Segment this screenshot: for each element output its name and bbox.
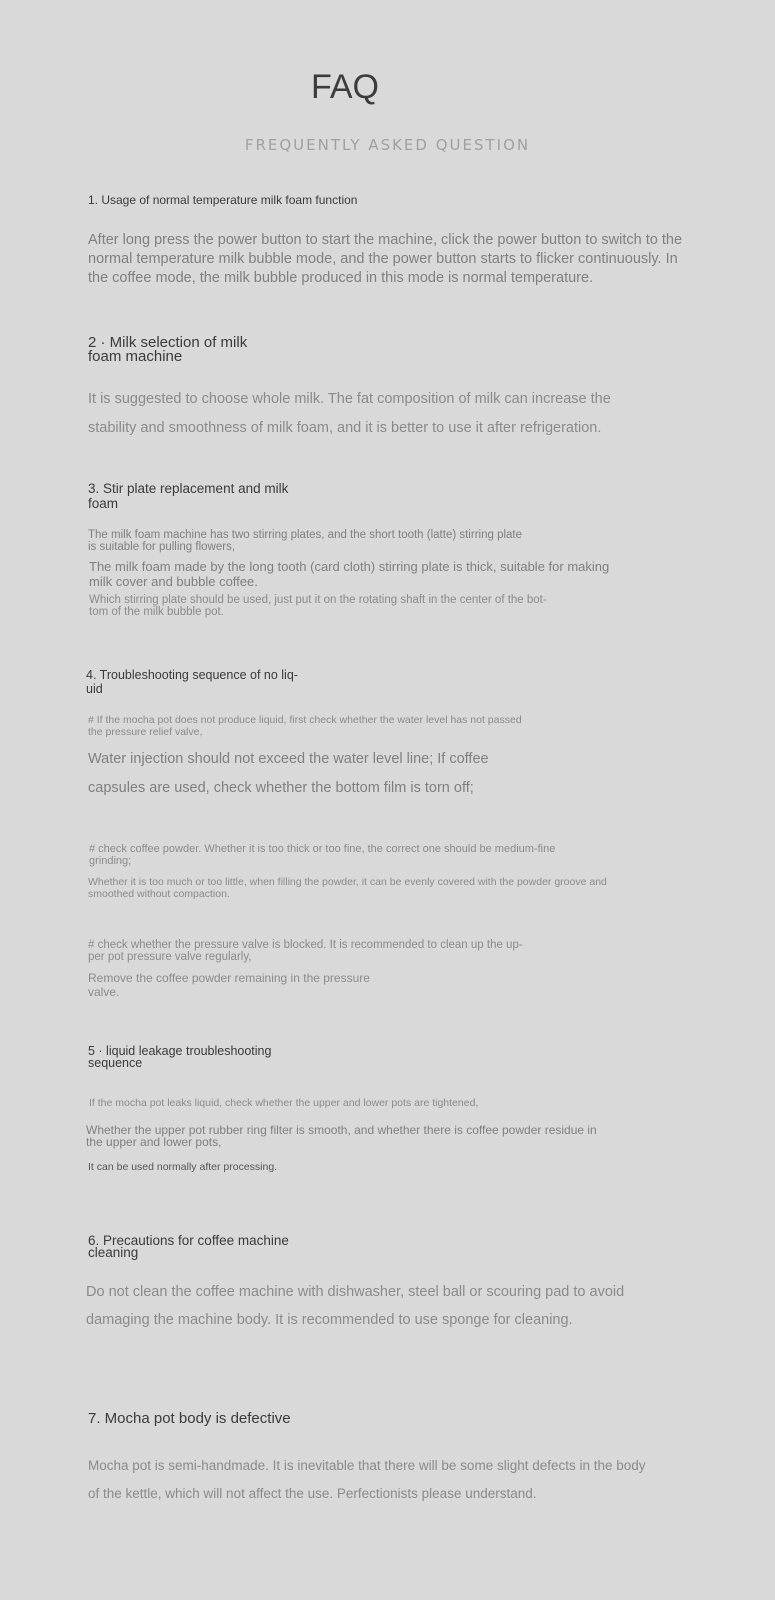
faq-question-3-line2: foam <box>88 496 119 511</box>
faq-question-3-line1: 3. Stir plate replacement and milk <box>88 481 289 496</box>
faq-answer-4-p2-line1: Water injection should not exceed the water level line; If coffee <box>88 751 489 767</box>
faq-answer-4-p1-line2: the pressure relief valve, <box>88 726 203 738</box>
faq-question-6-line1: 6. Precautions for coffee machine <box>88 1233 289 1248</box>
faq-answer-3-p3-line1: Which stirring plate should be used, just put it on the rotating shaft in the center of the bot- <box>89 594 547 606</box>
faq-question-7: 7. Mocha pot body is defective <box>88 1410 291 1427</box>
faq-answer-6: Do not clean the coffee machine with dishwasher, steel ball or scouring pad to avoid damaging the machine body. It is recommended to use sponge for cleaning. <box>86 1284 625 1328</box>
faq-answer-5-p2-line2: the upper and lower pots, <box>86 1135 222 1149</box>
faq-question-4-line1: 4. Troubleshooting sequence of no liq- <box>86 668 298 682</box>
faq-answer-5-p2-line1: Whether the upper pot rubber ring filter is smooth, and whether there is coffee powder residue in <box>86 1123 597 1137</box>
faq-question-5-line2: sequence <box>88 1056 143 1070</box>
faq-answer-4-p3-line1: # check coffee powder. Whether it is too thick or too fine, the correct one should be medium-fine <box>89 843 556 855</box>
faq-answer-3-p2: The milk foam made by the long tooth (card cloth) stirring plate is thick, suitable for making milk cover and bubble coffee. <box>89 559 610 589</box>
faq-answer-3-p1-line2: is suitable for pulling flowers, <box>88 541 236 553</box>
faq-answer-5-p3: It can be used normally after processing. <box>88 1161 278 1173</box>
page-subtitle: FREQUENTLY ASKED QUESTION <box>244 136 531 154</box>
faq-answer-4-p5-line1: # check whether the pressure valve is blocked. It is recommended to clean up the up- <box>88 939 523 951</box>
faq-question-1: 1. Usage of normal temperature milk foam function <box>88 193 358 207</box>
faq-answer-4-p2-line2: capsules are used, check whether the bottom film is torn off; <box>88 780 474 796</box>
faq-question-6-line2: cleaning <box>88 1245 139 1260</box>
page-title: FAQ <box>310 68 380 106</box>
faq-answer-3-p1-line1: The milk foam machine has two stirring plates, and the short tooth (latte) stirring plate <box>88 529 523 541</box>
faq-answer-4-p4-line2: smoothed without compaction. <box>88 888 230 900</box>
faq-question-2-line1: 2 · Milk selection of milk <box>88 334 248 351</box>
faq-answer-4-p4-line1: Whether it is too much or too little, when filling the powder, it can be evenly covered with the powder groove and <box>88 876 607 888</box>
faq-answer-2: It is suggested to choose whole milk. The fat composition of milk can increase the stability and smoothness of milk foam, and it is better to use it after refrigeration. <box>88 391 611 436</box>
faq-answer-4-p5-line2: per pot pressure valve regularly, <box>88 951 252 963</box>
faq-answer-4-p6-line2: valve. <box>88 985 120 999</box>
faq-question-5-line1: 5 · liquid leakage troubleshooting <box>88 1044 272 1058</box>
faq-question-2-line2: foam machine <box>88 348 183 365</box>
faq-answer-5-p1: If the mocha pot leaks liquid, check whether the upper and lower pots are tightened, <box>89 1097 479 1109</box>
faq-answer-4-p6-line1: Remove the coffee powder remaining in the pressure <box>88 971 370 985</box>
faq-answer-4-p3-line2: grinding; <box>89 855 132 867</box>
faq-answer-1: After long press the power button to start the machine, click the power button to switch to the normal temperature milk bubble mode, and the power button starts to flicker continuously. In the coffee mode, the milk bubble produced in this mode is normal temperature. <box>88 232 683 286</box>
faq-answer-4-p1-line1: # If the mocha pot does not produce liquid, first check whether the water level has not passed <box>88 714 522 726</box>
faq-question-4-line2: uid <box>86 682 103 696</box>
faq-answer-7: Mocha pot is semi-handmade. It is inevitable that there will be some slight defects in the body of the kettle, which will not affect the use. Perfectionists please understand. <box>88 1458 646 1501</box>
faq-answer-3-p3-line2: tom of the milk bubble pot. <box>89 606 224 618</box>
